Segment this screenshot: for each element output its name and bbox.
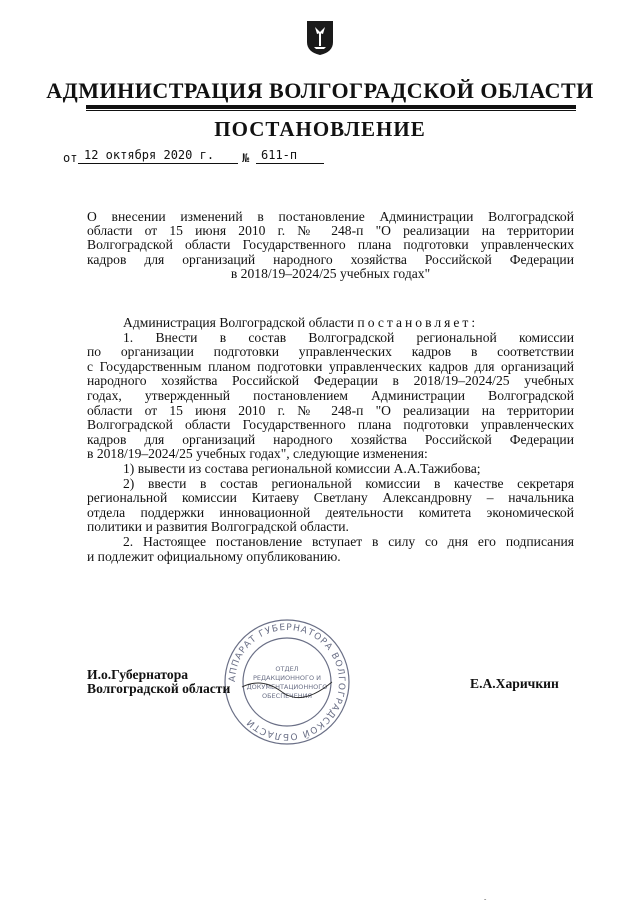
paragraph-1-line: 1. Внести в состав Волгоградской региональной комиссии <box>123 329 574 345</box>
number-label: № <box>242 151 250 165</box>
coat-of-arms-emblem <box>306 20 334 56</box>
paragraph-1-line: кадров для организаций народного хозяйства Российской Федерации <box>87 431 574 447</box>
item-2-line: региональной комиссии Китаеву Светлану Александровну – начальника <box>87 490 574 506</box>
date-prefix: от <box>63 151 78 165</box>
intro-resolves: постановляет: <box>357 315 479 330</box>
paragraph-1-line: в 2018/19–2024/25 учебных годах", следующие изменения: <box>87 446 428 462</box>
date-field <box>78 146 238 164</box>
stamp-inner-line: ОТДЕЛ <box>275 665 299 673</box>
paragraph-1-line: Волгоградской области Государственного плана подготовки управленческих <box>87 417 574 433</box>
header-rule-thick <box>86 105 576 109</box>
item-1: 1) вывести из состава региональной комиссии А.А.Тажибова; <box>123 460 481 476</box>
intro-line <box>87 316 574 331</box>
subject-line: О внесении изменений в постановление Администрации Волгоградской <box>87 209 574 224</box>
intro-prefix: Администрация Волгоградской области <box>123 315 355 330</box>
subject-line: области от 15 июня 2010 г. № 248-п "О реализации на территории <box>87 223 574 239</box>
signatory-title <box>87 668 230 696</box>
organization-name: АДМИНИСТРАЦИЯ ВОЛГОГРАДСКОЙ ОБЛАСТИ <box>46 78 594 103</box>
stamp-inner-line: ОБЕСПЕЧЕНИЯ <box>261 692 313 700</box>
subject-line: кадров для организаций народного хозяйства Российской Федерации <box>87 251 574 267</box>
document-type-title: ПОСТАНОВЛЕНИЕ <box>214 117 426 141</box>
number-field <box>256 146 324 164</box>
paragraph-2-line: 2. Настоящее постановление вступает в силу со дня его подписания <box>123 533 574 549</box>
signatory-title-line-1: И.о.Губернатора <box>87 667 189 682</box>
paragraph-1-line: с Государственным планом подготовки управленческих кадров для организаций <box>87 358 574 374</box>
header-rule-thin <box>86 110 576 111</box>
document-subject <box>87 210 574 281</box>
stamp-inner-line: ДОКУМЕНТАЦИОННОГО <box>246 683 328 691</box>
item-2-line: отдела поддержки инновационной деятельности комитета экономической <box>87 504 574 520</box>
document-body <box>87 316 574 564</box>
signatory-title-line-2: Волгоградской области <box>87 681 231 696</box>
item-2-line: 2) ввести в состав региональной комиссии в качестве секретаря <box>123 475 574 491</box>
date-value: 12 октября 2020 г. <box>84 148 215 162</box>
subject-line: в 2018/19–2024/25 учебных годах" <box>230 265 431 281</box>
paragraph-1-line: по организации подготовки управленческих кадров в соответствии <box>87 344 574 360</box>
paragraph-1-line: народного хозяйства Российской Федерации в 2018/19–2024/25 учебных <box>87 373 574 389</box>
official-stamp <box>222 617 352 747</box>
subject-line: Волгоградской области Государственного плана подготовки управленческих <box>87 237 574 253</box>
number-value: 611-п <box>261 148 298 162</box>
paragraph-2-line: и подлежит официальному опубликованию. <box>87 548 341 564</box>
signatory-name: Е.А.Харичкин <box>470 676 559 691</box>
paragraph-1-line: области от 15 июня 2010 г. № 248-п "О реализации на территории <box>87 402 574 418</box>
footer-mark: - <box>484 895 487 903</box>
paragraph-1-line: годах, утвержденный постановлением Администрации Волгоградской <box>87 387 574 403</box>
stamp-outer-text: АППАРАТ ГУБЕРНАТОРА ВОЛГОГРАДСКОЙ ОБЛАСТИ <box>227 622 347 742</box>
stamp-inner-line: РЕДАКЦИОННОГО И <box>252 674 322 682</box>
item-2-line: политики и развития Волгоградской области. <box>87 519 349 535</box>
